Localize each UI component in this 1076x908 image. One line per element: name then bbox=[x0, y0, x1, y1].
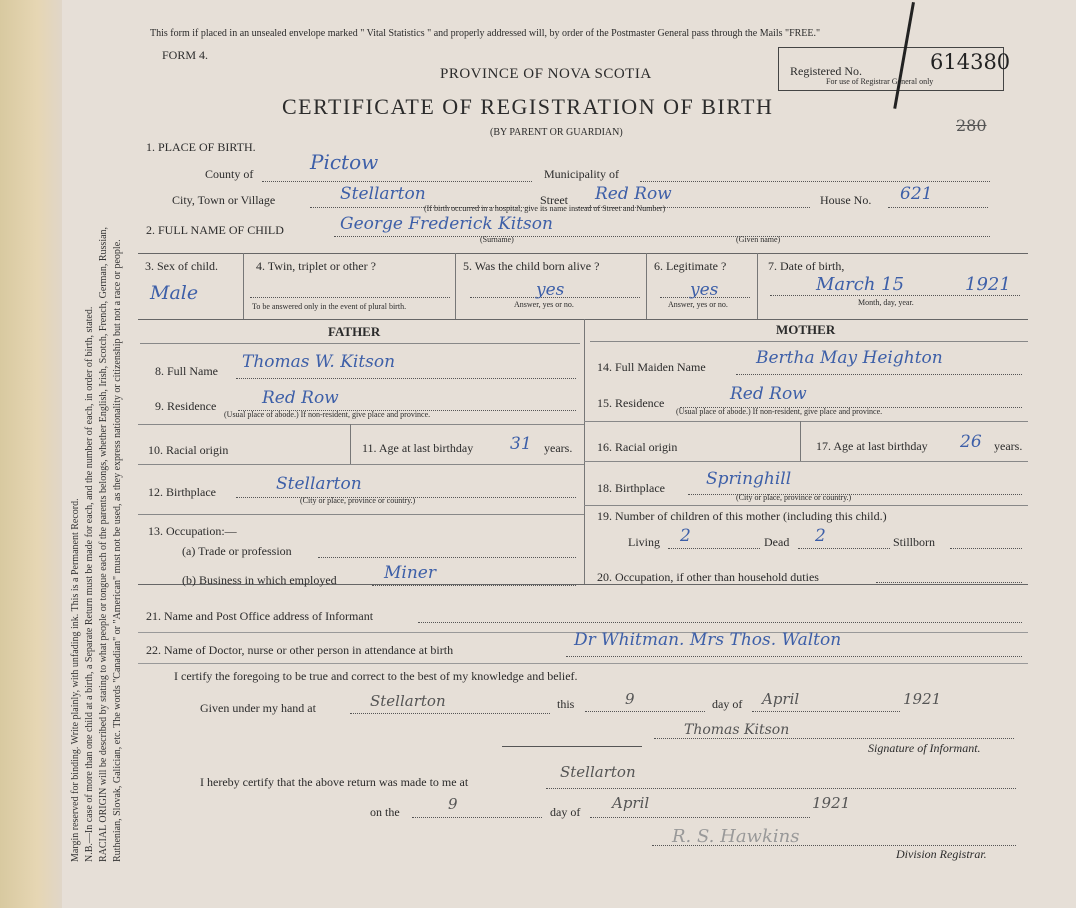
given-month-value: April bbox=[762, 690, 800, 708]
attendant-label: 22. Name of Doctor, nurse or other person in attendance at birth bbox=[146, 643, 454, 657]
father-age-value: 31 bbox=[510, 434, 532, 454]
twin-label: 4. Twin, triplet or other ? bbox=[256, 259, 376, 273]
date-value: March 15 bbox=[816, 274, 905, 295]
mother-age-value: 26 bbox=[960, 432, 982, 452]
given-label: Given under my hand at bbox=[200, 701, 316, 715]
mother-occupation-label: 20. Occupation, if other than household duties bbox=[597, 570, 819, 584]
given-name-note: (Given name) bbox=[736, 235, 781, 244]
side-note-3: RACIAL ORIGIN will be described by stating to what people or tongue each of the parents belongs, whether English, Irish, Scotch, French, German, Russian, bbox=[98, 226, 109, 862]
side-note-2: N.B.—In case of more than one child at a birth, a Separate Return must be made for each, and the number of each, in order of birth, stated. bbox=[84, 306, 95, 862]
father-racial-label: 10. Racial origin bbox=[148, 443, 229, 457]
business-label: (b) Business in which employed bbox=[182, 573, 337, 587]
legitimate-label: 6. Legitimate ? bbox=[654, 259, 727, 273]
mother-name-label: 14. Full Maiden Name bbox=[597, 360, 706, 374]
mother-birthplace-note: (City or place, province or country.) bbox=[736, 493, 852, 502]
street-value: Red Row bbox=[595, 184, 672, 204]
twin-note: To be answered only in the event of plural birth. bbox=[252, 302, 407, 311]
mother-birthplace-label: 18. Birthplace bbox=[597, 481, 665, 495]
alive-note: Answer, yes or no. bbox=[514, 300, 574, 309]
mother-heading: MOTHER bbox=[776, 322, 836, 337]
father-heading: FATHER bbox=[328, 324, 381, 339]
informant-signature: Thomas Kitson bbox=[684, 722, 790, 738]
father-residence-value: Red Row bbox=[262, 388, 339, 408]
division-registrar-label: Division Registrar. bbox=[896, 847, 987, 861]
street-label: Street bbox=[540, 193, 568, 207]
registered-number: 614380 bbox=[930, 50, 1011, 74]
father-birthplace-value: Stellarton bbox=[276, 474, 362, 494]
alive-value: yes bbox=[536, 280, 565, 300]
binding-margin bbox=[0, 0, 123, 908]
father-name-label: 8. Full Name bbox=[155, 364, 218, 378]
mother-residence-label: 15. Residence bbox=[597, 396, 665, 410]
municipality-label: Municipality of bbox=[544, 167, 619, 181]
side-note-1: Margin reserved for binding. Write plainly, with unfading ink. This is a Permanent Record. bbox=[70, 498, 81, 862]
dead-value: 2 bbox=[815, 526, 826, 546]
given-place-value: Stellarton bbox=[370, 692, 446, 710]
father-years-label: years. bbox=[544, 441, 573, 455]
house-label: House No. bbox=[820, 193, 872, 207]
subtitle: (BY PARENT OR GUARDIAN) bbox=[490, 127, 623, 138]
children-count-label: 19. Number of children of this mother (including this child.) bbox=[597, 509, 887, 523]
given-day-of-label: day of bbox=[712, 697, 743, 711]
father-age-label: 11. Age at last birthday bbox=[362, 441, 474, 455]
mother-racial-label: 16. Racial origin bbox=[597, 440, 678, 454]
registrar-place-value: Stellarton bbox=[560, 763, 636, 781]
year-value: 1921 bbox=[965, 274, 1011, 295]
mother-years-label: years. bbox=[994, 439, 1023, 453]
province-heading: PROVINCE OF NOVA SCOTIA bbox=[440, 66, 652, 82]
registered-subnote: For use of Registrar General only bbox=[826, 77, 934, 86]
legitimate-value: yes bbox=[690, 280, 719, 300]
sex-value: Male bbox=[150, 282, 199, 304]
father-name-value: Thomas W. Kitson bbox=[242, 352, 396, 372]
mother-residence-value: Red Row bbox=[730, 384, 807, 404]
living-value: 2 bbox=[680, 526, 691, 546]
dead-label: Dead bbox=[764, 535, 790, 549]
alive-label: 5. Was the child born alive ? bbox=[463, 259, 600, 273]
registered-label: Registered No. bbox=[790, 64, 862, 78]
side-note-4: Ruthenian, Slovak, Galician, etc. The words "Canadian" or "American" must not be used, as they express nationality or citizenship but not a race or people. bbox=[112, 239, 123, 862]
legitimate-note: Answer, yes or no. bbox=[668, 300, 728, 309]
stillborn-label: Stillborn bbox=[893, 535, 936, 549]
child-name-value: George Frederick Kitson bbox=[340, 214, 553, 234]
county-value: Pictow bbox=[310, 150, 379, 174]
sex-label: 3. Sex of child. bbox=[145, 259, 218, 273]
this-label: this bbox=[557, 697, 575, 711]
place-of-birth-label: 1. PLACE OF BIRTH. bbox=[146, 140, 256, 154]
corner-number: 280 bbox=[956, 116, 987, 135]
city-value: Stellarton bbox=[340, 184, 426, 204]
registrar-signature: R. S. Hawkins bbox=[672, 826, 800, 847]
house-value: 621 bbox=[900, 184, 933, 204]
date-label: 7. Date of birth, bbox=[768, 259, 845, 273]
registrar-day-value: 9 bbox=[448, 795, 458, 813]
registrar-month-value: April bbox=[612, 794, 650, 812]
mother-residence-note: (Usual place of abode.) If non-resident, give place and province. bbox=[676, 407, 883, 416]
registrar-text: I hereby certify that the above return was made to me at bbox=[200, 775, 469, 789]
mail-note: This form if placed in an unsealed envelope marked " Vital Statistics " and properly addressed will, by order of the Postmaster General pass through the Mails "FREE." bbox=[150, 28, 821, 39]
county-label: County of bbox=[205, 167, 254, 181]
mother-birthplace-value: Springhill bbox=[706, 469, 792, 489]
date-note: Month, day, year. bbox=[858, 298, 914, 307]
page-title: CERTIFICATE OF REGISTRATION OF BIRTH bbox=[282, 94, 774, 119]
father-birthplace-label: 12. Birthplace bbox=[148, 485, 216, 499]
attendant-value: Dr Whitman. Mrs Thos. Walton bbox=[574, 630, 842, 650]
hospital-note: (If birth occurred in a hospital, give its name instead of Street and Number) bbox=[424, 204, 666, 213]
city-label: City, Town or Village bbox=[172, 193, 276, 207]
business-value: Miner bbox=[384, 563, 436, 583]
surname-note: (Surname) bbox=[480, 235, 514, 244]
informant-label: 21. Name and Post Office address of Informant bbox=[146, 609, 374, 623]
certify-text: I certify the foregoing to be true and correct to the best of my knowledge and belief. bbox=[174, 669, 578, 683]
given-year-value: 1921 bbox=[903, 690, 942, 708]
father-residence-note: (Usual place of abode.) If non-resident, give place and province. bbox=[224, 410, 431, 419]
father-residence-label: 9. Residence bbox=[155, 399, 217, 413]
given-day-value: 9 bbox=[625, 690, 635, 708]
living-label: Living bbox=[628, 535, 660, 549]
occupation-label: 13. Occupation:— bbox=[148, 524, 237, 538]
informant-signature-label: Signature of Informant. bbox=[868, 741, 981, 755]
trade-label: (a) Trade or profession bbox=[182, 544, 292, 558]
form-number: FORM 4. bbox=[162, 48, 209, 62]
mother-name-value: Bertha May Heighton bbox=[756, 348, 943, 368]
father-birthplace-note: (City or place, province or country.) bbox=[300, 496, 416, 505]
registrar-year-value: 1921 bbox=[812, 794, 851, 812]
on-the-label: on the bbox=[370, 805, 400, 819]
registrar-day-of-label: day of bbox=[550, 805, 581, 819]
mother-age-label: 17. Age at last birthday bbox=[816, 439, 928, 453]
child-name-label: 2. FULL NAME OF CHILD bbox=[146, 223, 284, 237]
